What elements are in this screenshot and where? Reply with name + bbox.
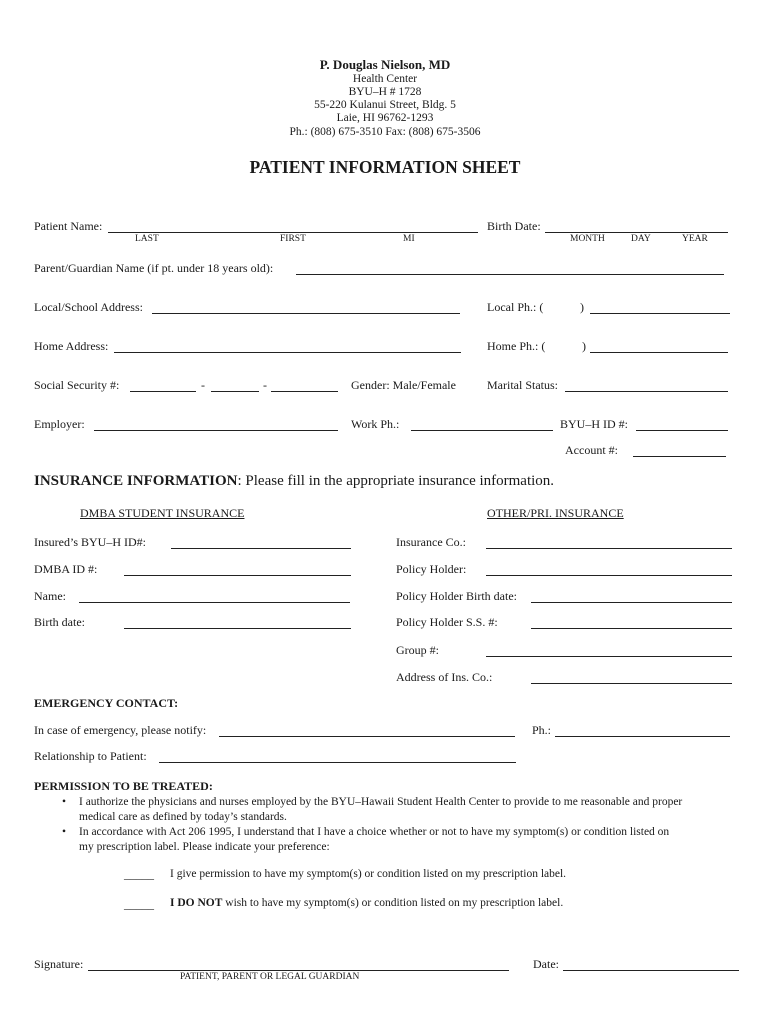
emergency-phone-label: Ph.: — [532, 723, 552, 737]
insured-birth-label: Birth date: — [34, 615, 85, 629]
ssn-dash: - — [263, 378, 267, 392]
ssn-label: Social Security #: — [34, 378, 120, 392]
policy-holder-field[interactable] — [486, 563, 732, 576]
byuh-id-label: BYU–H ID #: — [560, 417, 628, 431]
group-label: Group #: — [396, 643, 439, 657]
bullet-dot: • — [62, 796, 67, 808]
signature-sub-label: PATIENT, PARENT OR LEGAL GUARDIAN — [180, 972, 360, 982]
page-title: PATIENT INFORMATION SHEET — [249, 157, 521, 177]
work-phone-label: Work Ph.: — [351, 417, 400, 431]
employer-label: Employer: — [34, 417, 85, 431]
insurance-co-field[interactable] — [486, 536, 732, 549]
local-phone-label: Local Ph.: ( — [487, 300, 544, 314]
ssn-field-2[interactable] — [211, 379, 259, 392]
choice-deny-text — [170, 897, 563, 909]
insurance-co-label: Insurance Co.: — [396, 535, 466, 549]
emergency-notify-label: In case of emergency, please notify: — [34, 723, 207, 737]
emergency-notify-field[interactable] — [219, 724, 515, 737]
home-address-field[interactable] — [114, 340, 461, 353]
policy-holder-ss-field[interactable] — [531, 616, 732, 629]
account-field[interactable] — [633, 444, 726, 457]
policy-holder-ss-label: Policy Holder S.S. #: — [396, 615, 498, 629]
relationship-label: Relationship to Patient: — [34, 749, 147, 763]
local-phone-field[interactable] — [590, 301, 730, 314]
group-field[interactable] — [486, 644, 732, 657]
marital-status-field[interactable] — [565, 379, 728, 392]
policy-holder-birth-label: Policy Holder Birth date: — [396, 589, 517, 603]
insured-id-label: Insured’s BYU–H ID#: — [34, 535, 146, 549]
insured-birth-field[interactable] — [124, 616, 351, 629]
ssn-dash: - — [201, 378, 205, 392]
signature-label: Signature: — [34, 957, 84, 971]
emergency-heading: EMERGENCY CONTACT: — [34, 696, 179, 710]
home-address-label: Home Address: — [34, 339, 109, 353]
patient-name-label: Patient Name: — [34, 219, 103, 233]
guardian-label: Parent/Guardian Name (if pt. under 18 years old): — [34, 261, 274, 275]
local-address-field[interactable] — [152, 301, 460, 314]
insured-name-field[interactable] — [79, 590, 350, 603]
doctor-name: P. Douglas Nielson, MD — [319, 57, 451, 72]
gender-label[interactable]: Gender: Male/Female — [351, 378, 456, 392]
ins-address-label: Address of Ins. Co.: — [396, 670, 493, 684]
choice-deny-rest: wish to have my symptom(s) or condition listed on my prescription label. — [222, 897, 564, 909]
signature-field[interactable] — [88, 958, 509, 971]
insurance-heading-bold: INSURANCE INFORMATION — [34, 473, 238, 489]
header-line: BYU–H # 1728 — [348, 86, 422, 98]
dmba-heading: DMBA STUDENT INSURANCE — [80, 506, 245, 520]
bullet-text: I authorize the physicians and nurses employed by the BYU–Hawaii Student Health Center to provide to me reasonable and proper — [79, 796, 683, 808]
work-phone-field[interactable] — [411, 418, 553, 431]
choice-deny-bold: I DO NOT — [170, 897, 223, 909]
home-phone-field[interactable] — [590, 340, 728, 353]
sub-label-last: LAST — [135, 234, 159, 244]
sub-label-month: MONTH — [570, 234, 605, 244]
sub-label-first: FIRST — [280, 234, 306, 244]
date-field[interactable] — [563, 958, 739, 971]
patient-name-field[interactable] — [108, 220, 478, 233]
policy-holder-birth-field[interactable] — [531, 590, 732, 603]
header-line: Laie, HI 96762-1293 — [336, 112, 434, 124]
marital-status-label: Marital Status: — [487, 378, 558, 392]
permission-heading: PERMISSION TO BE TREATED: — [34, 779, 213, 793]
birth-date-field[interactable] — [545, 220, 728, 233]
ssn-field-3[interactable] — [271, 379, 338, 392]
ssn-field-1[interactable] — [130, 379, 196, 392]
local-address-label: Local/School Address: — [34, 300, 143, 314]
dmba-id-label: DMBA ID #: — [34, 562, 98, 576]
choice-permit-text: I give permission to have my symptom(s) or condition listed on my prescription label. — [170, 868, 567, 880]
local-phone-paren: ) — [580, 300, 584, 314]
policy-holder-label: Policy Holder: — [396, 562, 467, 576]
bullet-text: medical care as defined by today’s standards. — [79, 811, 287, 823]
dmba-id-field[interactable] — [124, 563, 351, 576]
employer-field[interactable] — [94, 418, 338, 431]
bullet-text: my prescription label. Please indicate your preference: — [79, 841, 330, 853]
emergency-phone-field[interactable] — [555, 724, 730, 737]
bullet-text: In accordance with Act 206 1995, I understand that I have a choice whether or not to have my symptom(s) or condition listed on — [79, 826, 670, 838]
birth-date-label: Birth Date: — [487, 219, 541, 233]
date-label: Date: — [533, 957, 559, 971]
account-label: Account #: — [565, 443, 618, 457]
home-phone-paren: ) — [582, 339, 586, 353]
bullet-dot: • — [62, 826, 67, 838]
sub-label-mi: MI — [403, 234, 415, 244]
header-line: Ph.: (808) 675-3510 Fax: (808) 675-3506 — [289, 126, 481, 138]
relationship-field[interactable] — [159, 750, 516, 763]
choice-deny-blank[interactable]: _____ — [124, 897, 154, 911]
ins-address-field[interactable] — [531, 671, 732, 684]
sub-label-year: YEAR — [682, 234, 708, 244]
guardian-field[interactable] — [296, 262, 724, 275]
insured-name-label: Name: — [34, 589, 66, 603]
sub-label-day: DAY — [631, 234, 651, 244]
other-insurance-heading: OTHER/PRI. INSURANCE — [487, 506, 624, 520]
home-phone-label: Home Ph.: ( — [487, 339, 546, 353]
header-line: 55-220 Kulanui Street, Bldg. 5 — [314, 99, 456, 111]
insurance-heading-rest: : Please fill in the appropriate insurance information. — [237, 473, 555, 489]
header-line: Health Center — [352, 73, 418, 85]
byuh-id-field[interactable] — [636, 418, 728, 431]
insurance-heading — [34, 473, 554, 490]
insured-id-field[interactable] — [171, 536, 351, 549]
choice-permit-blank[interactable]: _____ — [124, 867, 154, 881]
